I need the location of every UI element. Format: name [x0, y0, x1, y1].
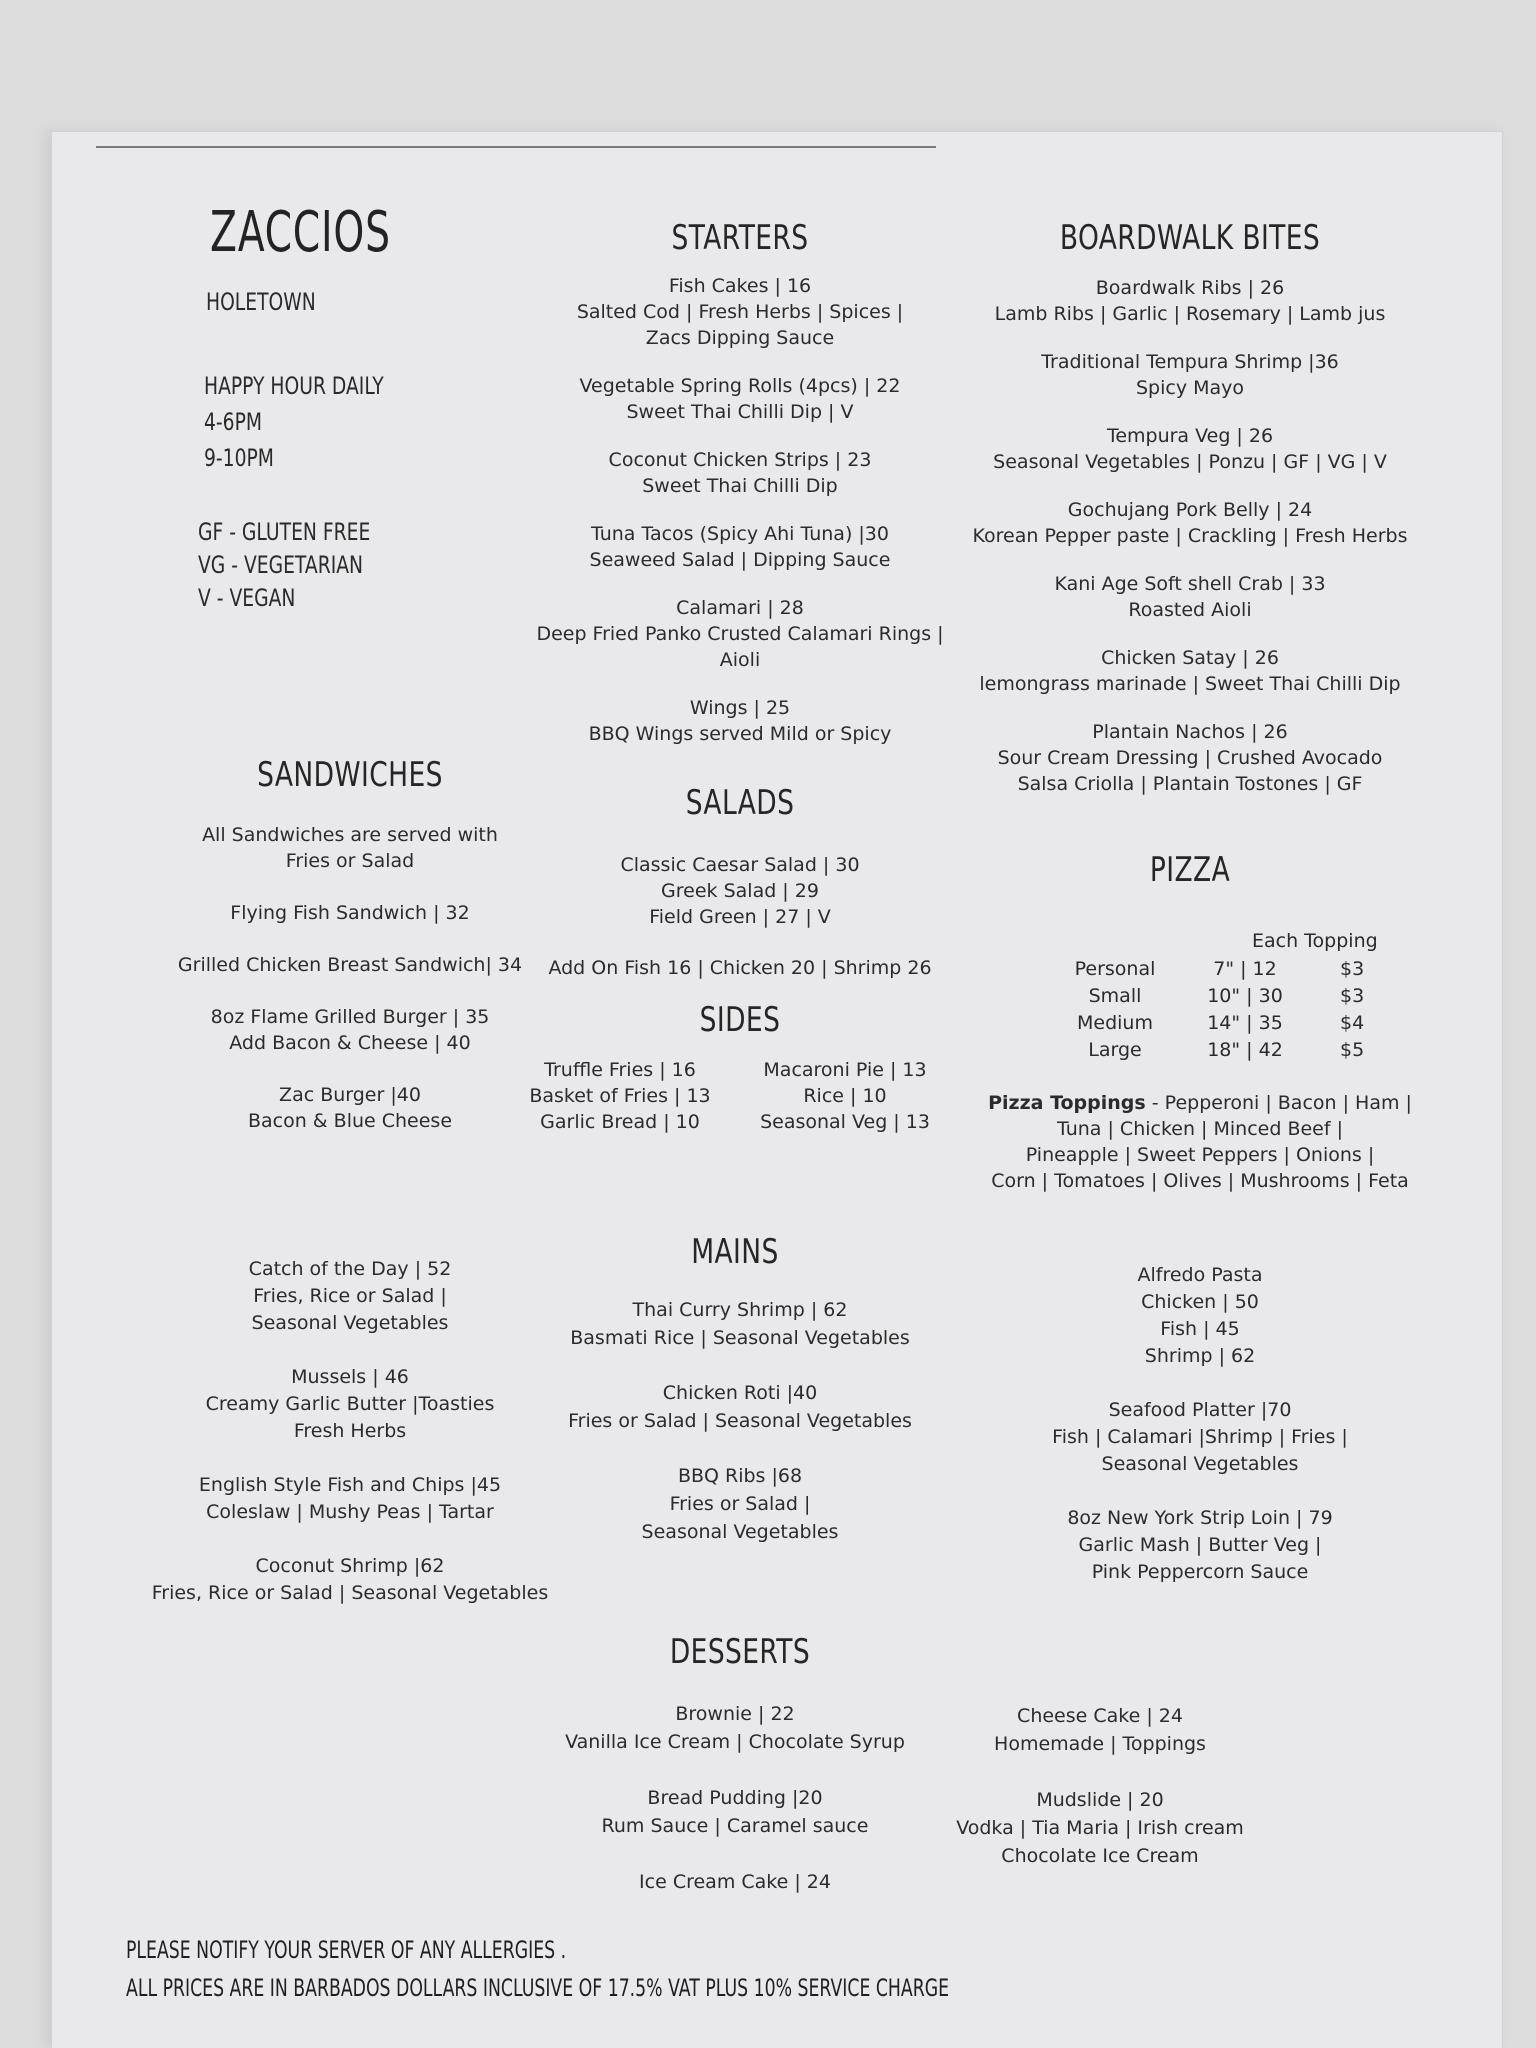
menu-line: Bacon & Blue Cheese — [247, 1110, 453, 1132]
pizza-size-price: 18" | 42 — [1207, 1039, 1283, 1061]
menu-line: Fries, Rice or Salad | Seasonal Vegetables — [151, 1582, 549, 1604]
pizza-size-table — [1060, 956, 1400, 1064]
menu-line: BBQ Wings served Mild or Spicy — [588, 723, 892, 745]
pizza-toppings-label: Pizza Toppings — [988, 1092, 1146, 1114]
menu-line: English Style Fish and Chips |45 — [198, 1474, 502, 1496]
menu-line: Fries or Salad | Seasonal Vegetables — [568, 1410, 912, 1432]
starters-heading: STARTERS — [671, 218, 809, 258]
menu-line: Zacs Dipping Sauce — [645, 327, 835, 349]
pizza-size-price: 10" | 30 — [1207, 985, 1283, 1007]
menu-line: lemongrass marinade | Sweet Thai Chilli Dip — [979, 673, 1401, 695]
mains-left — [130, 1256, 570, 1607]
sides-heading: SIDES — [699, 1000, 781, 1040]
menu-line: Roasted Aioli — [1128, 599, 1252, 621]
menu-line: Bread Pudding |20 — [647, 1787, 823, 1809]
mains-right — [1000, 1262, 1400, 1586]
pizza-size-row — [1060, 956, 1400, 983]
menu-line: Salted Cod | Fresh Herbs | Spices | — [576, 301, 904, 323]
happy-hour-time: 9-10PM — [204, 444, 274, 472]
menu-line: Catch of the Day | 52 — [248, 1258, 452, 1280]
menu-line: Lamb Ribs | Garlic | Rosemary | Lamb jus — [994, 303, 1386, 325]
menu-line: Spicy Mayo — [1135, 377, 1245, 399]
menu-line: Thai Curry Shrimp | 62 — [632, 1299, 848, 1321]
menu-line: Field Green | 27 | V — [649, 906, 831, 928]
pizza-size-name: Personal — [1074, 958, 1156, 980]
menu-line: Garlic Mash | Butter Veg | — [1078, 1534, 1322, 1556]
pizza-size-row — [1060, 1010, 1400, 1037]
menu-line: Sweet Thai Chilli Dip | V — [626, 401, 854, 423]
menu-line: Seasonal Vegetables — [251, 1312, 449, 1334]
menu-line: Fish Cakes | 16 — [668, 275, 812, 297]
menu-line: Traditional Tempura Shrimp |36 — [1041, 351, 1339, 373]
menu-line: Seafood Platter |70 — [1108, 1399, 1292, 1421]
menu-line: Garlic Bread | 10 — [540, 1111, 700, 1133]
menu-line: Pink Peppercorn Sauce — [1091, 1561, 1309, 1583]
menu-line: Sweet Thai Chilli Dip — [642, 475, 838, 497]
legend-item: VG - VEGETARIAN — [198, 551, 364, 579]
menu-line: Fries or Salad | — [669, 1493, 811, 1515]
menu-line: Basket of Fries | 13 — [529, 1085, 711, 1107]
menu-line: Tempura Veg | 26 — [1106, 425, 1274, 447]
menu-line: Aioli — [719, 649, 761, 671]
menu-line: Wings | 25 — [689, 697, 791, 719]
menu-line: 8oz New York Strip Loin | 79 — [1067, 1507, 1333, 1529]
menu-line: Rice | 10 — [803, 1085, 887, 1107]
menu-line: Vodka | Tia Maria | Irish cream — [956, 1817, 1244, 1839]
menu-line: Gochujang Pork Belly | 24 — [1067, 499, 1313, 521]
sides-right — [735, 1057, 955, 1135]
menu-line: - Pepperoni | Bacon | Ham | — [1151, 1092, 1412, 1114]
restaurant-location: HOLETOWN — [206, 288, 316, 316]
pizza-size-row — [1060, 1037, 1400, 1064]
boardwalk-heading: BOARDWALK BITES — [1059, 218, 1321, 258]
restaurant-name: ZACCIOS — [210, 200, 391, 265]
menu-line: Coconut Shrimp |62 — [255, 1555, 445, 1577]
menu-line: Salsa Criolla | Plantain Tostones | GF — [1017, 773, 1363, 795]
menu-line: Chicken Roti |40 — [662, 1382, 818, 1404]
pizza-toppings — [970, 1090, 1430, 1194]
menu-line: Seasonal Vegetables | Ponzu | GF | VG | V — [993, 451, 1387, 473]
allergy-notice: PLEASE NOTIFY YOUR SERVER OF ANY ALLERGIES . — [126, 1936, 567, 1964]
salads-list — [540, 852, 940, 930]
menu-line: Plantain Nachos | 26 — [1092, 721, 1288, 743]
menu-line: Cheese Cake | 24 — [1017, 1705, 1183, 1727]
menu-line: Ice Cream Cake | 24 — [639, 1871, 831, 1893]
menu-line: Rum Sauce | Caramel sauce — [601, 1815, 869, 1837]
menu-line: Greek Salad | 29 — [661, 880, 819, 902]
pizza-size-name: Medium — [1077, 1012, 1153, 1034]
menu-line: All Sandwiches are served with — [202, 824, 498, 846]
menu-line: Chicken Satay | 26 — [1101, 647, 1279, 669]
pizza-size-price: 14" | 35 — [1207, 1012, 1283, 1034]
menu-line: Korean Pepper paste | Crackling | Fresh Herbs — [972, 525, 1408, 547]
pizza-topping-price: $4 — [1340, 1012, 1365, 1034]
menu-line: Alfredo Pasta — [1137, 1264, 1263, 1286]
legend-item: GF - GLUTEN FREE — [198, 518, 371, 546]
mains-heading: MAINS — [691, 1232, 779, 1272]
menu-line: Add Bacon & Cheese | 40 — [229, 1032, 471, 1054]
happy-hour-label: HAPPY HOUR DAILY — [204, 372, 384, 400]
salads-addon: Add On Fish 16 | Chicken 20 | Shrimp 26 — [548, 957, 932, 979]
menu-line: Seaweed Salad | Dipping Sauce — [589, 549, 891, 571]
menu-line: Basmati Rice | Seasonal Vegetables — [570, 1327, 910, 1349]
desserts-right — [920, 1702, 1280, 1870]
menu-line: BBQ Ribs |68 — [677, 1465, 803, 1487]
legend-item: V - VEGAN — [198, 584, 296, 612]
boardwalk-list — [950, 275, 1430, 797]
menu-line: Fish | 45 — [1160, 1318, 1240, 1340]
pizza-size-price: 7" | 12 — [1213, 958, 1277, 980]
menu-line: Shrimp | 62 — [1144, 1345, 1256, 1367]
pizza-size-name: Large — [1088, 1039, 1142, 1061]
happy-hour-time: 4-6PM — [204, 408, 263, 436]
menu-line: Coconut Chicken Strips | 23 — [608, 449, 872, 471]
pizza-size-name: Small — [1088, 985, 1142, 1007]
menu-line: Fries or Salad — [285, 850, 415, 872]
menu-line: Tuna Tacos (Spicy Ahi Tuna) |30 — [591, 523, 889, 545]
menu-line: Classic Caesar Salad | 30 — [620, 854, 860, 876]
starters-list — [500, 273, 980, 747]
pizza-size-row — [1060, 983, 1400, 1010]
menu-line: Chocolate Ice Cream — [1001, 1845, 1199, 1867]
menu-line: Zac Burger |40 — [279, 1084, 421, 1106]
menu-line: Tuna | Chicken | Minced Beef | — [1057, 1118, 1343, 1140]
menu-line: Truffle Fries | 16 — [544, 1059, 696, 1081]
pizza-topping-price: $3 — [1340, 958, 1365, 980]
menu-line: Mussels | 46 — [291, 1366, 409, 1388]
menu-line: Macaroni Pie | 13 — [763, 1059, 927, 1081]
menu-line: Fresh Herbs — [293, 1420, 407, 1442]
menu-line: Seasonal Vegetables — [641, 1521, 839, 1543]
desserts-left — [530, 1700, 940, 1896]
menu-line: Fries, Rice or Salad | — [253, 1285, 447, 1307]
menu-line: Homemade | Toppings — [994, 1733, 1206, 1755]
desserts-heading: DESSERTS — [669, 1632, 811, 1672]
menu-line: Creamy Garlic Butter |Toasties — [205, 1393, 495, 1415]
menu-line: Mudslide | 20 — [1036, 1789, 1164, 1811]
menu-line: 8oz Flame Grilled Burger | 35 — [210, 1006, 490, 1028]
menu-line: Calamari | 28 — [676, 597, 804, 619]
menu-line: Corn | Tomatoes | Olives | Mushrooms | Feta — [991, 1170, 1409, 1192]
sandwiches-list — [150, 822, 550, 1134]
menu-line: Brownie | 22 — [675, 1703, 795, 1725]
mains-center — [540, 1296, 940, 1546]
salads-heading: SALADS — [685, 783, 795, 823]
menu-line: Coleslaw | Mushy Peas | Tartar — [206, 1501, 494, 1523]
menu-line: Vanilla Ice Cream | Chocolate Syrup — [565, 1731, 905, 1753]
menu-line: Grilled Chicken Breast Sandwich| 34 — [177, 954, 523, 976]
menu-line: Vegetable Spring Rolls (4pcs) | 22 — [579, 375, 901, 397]
menu-line: Boardwalk Ribs | 26 — [1095, 277, 1285, 299]
sandwiches-heading: SANDWICHES — [257, 755, 443, 795]
menu-line: Deep Fried Panko Crusted Calamari Rings | — [536, 623, 944, 645]
menu-line: Seasonal Vegetables — [1101, 1453, 1299, 1475]
top-rule — [96, 146, 936, 148]
each-topping-label: Each Topping — [1252, 930, 1378, 952]
menu-line: Seasonal Veg | 13 — [760, 1111, 930, 1133]
menu-line: Kani Age Soft shell Crab | 33 — [1054, 573, 1326, 595]
price-notice: ALL PRICES ARE IN BARBADOS DOLLARS INCLUSIVE OF 17.5% VAT PLUS 10% SERVICE CHARGE — [126, 1974, 950, 2002]
menu-line: Chicken | 50 — [1141, 1291, 1259, 1313]
pizza-topping-price: $3 — [1340, 985, 1365, 1007]
sides-left — [510, 1057, 730, 1135]
pizza-heading: PIZZA — [1149, 850, 1231, 890]
menu-line: Flying Fish Sandwich | 32 — [230, 902, 470, 924]
menu-line: Sour Cream Dressing | Crushed Avocado — [997, 747, 1383, 769]
menu-line: Pineapple | Sweet Peppers | Onions | — [1025, 1144, 1375, 1166]
menu-line: Fish | Calamari |Shrimp | Fries | — [1052, 1426, 1348, 1448]
pizza-topping-price: $5 — [1340, 1039, 1365, 1061]
